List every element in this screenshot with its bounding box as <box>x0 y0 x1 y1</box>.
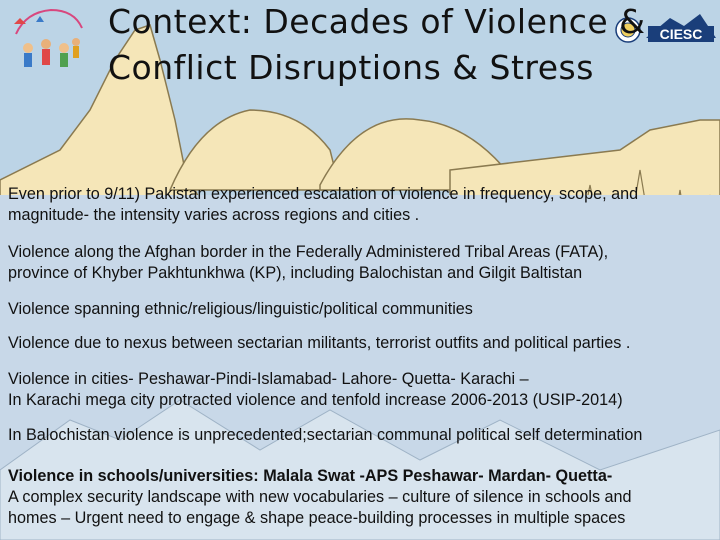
children-logo <box>6 4 88 78</box>
paragraph-4 <box>8 333 720 354</box>
ciesc-logo-text: CIESC <box>659 26 703 42</box>
paragraph-line: A complex security landscape with new vocabularies – culture of silence in schools and <box>8 488 632 506</box>
paragraph-line: Violence along the Afghan border in the Federally Administered Tribal Areas (FATA), <box>8 243 609 261</box>
child-head-icon <box>59 43 69 53</box>
paragraph-2 <box>8 242 720 284</box>
child-head-icon <box>23 43 33 53</box>
child-head-icon <box>41 39 51 49</box>
paragraph-5 <box>8 369 720 411</box>
paragraph-1 <box>8 184 720 226</box>
paragraph-6 <box>8 425 720 446</box>
child-head-icon <box>72 38 80 46</box>
paragraph-line: Violence spanning ethnic/religious/linguistic/political communities <box>8 300 473 318</box>
paragraph-line: magnitude- the intensity varies across regions and cities . <box>8 206 420 224</box>
paragraph-line: homes – Urgent need to engage & shape peace-building processes in multiple spaces <box>8 509 626 527</box>
paragraph-line: Violence due to nexus between sectarian militants, terrorist outfits and political parties . <box>8 334 631 352</box>
title-line-1: Context: Decades of Violence & <box>108 2 646 41</box>
paragraph-heading: Violence in schools/universities: Malala Swat -APS Peshawar- Mardan- Quetta- <box>8 467 613 485</box>
title-line-2: Conflict Disruptions & Stress <box>108 48 594 87</box>
paragraph-line: Violence in cities- Peshawar-Pindi-Islamabad- Lahore- Quetta- Karachi – <box>8 370 529 388</box>
paragraph-line: In Balochistan violence is unprecedented;sectarian communal political self determination <box>8 426 643 444</box>
paragraph-7 <box>8 466 720 529</box>
paragraph-3 <box>8 299 720 320</box>
paragraph-line: Even prior to 9/11) Pakistan experienced escalation of violence in frequency, scope, and <box>8 185 639 203</box>
paragraph-line: In Karachi mega city protracted violence and tenfold increase 2006-2013 (USIP-2014) <box>8 391 623 409</box>
paragraph-line: province of Khyber Pakhtunkhwa (KP), including Balochistan and Gilgit Baltistan <box>8 264 583 282</box>
